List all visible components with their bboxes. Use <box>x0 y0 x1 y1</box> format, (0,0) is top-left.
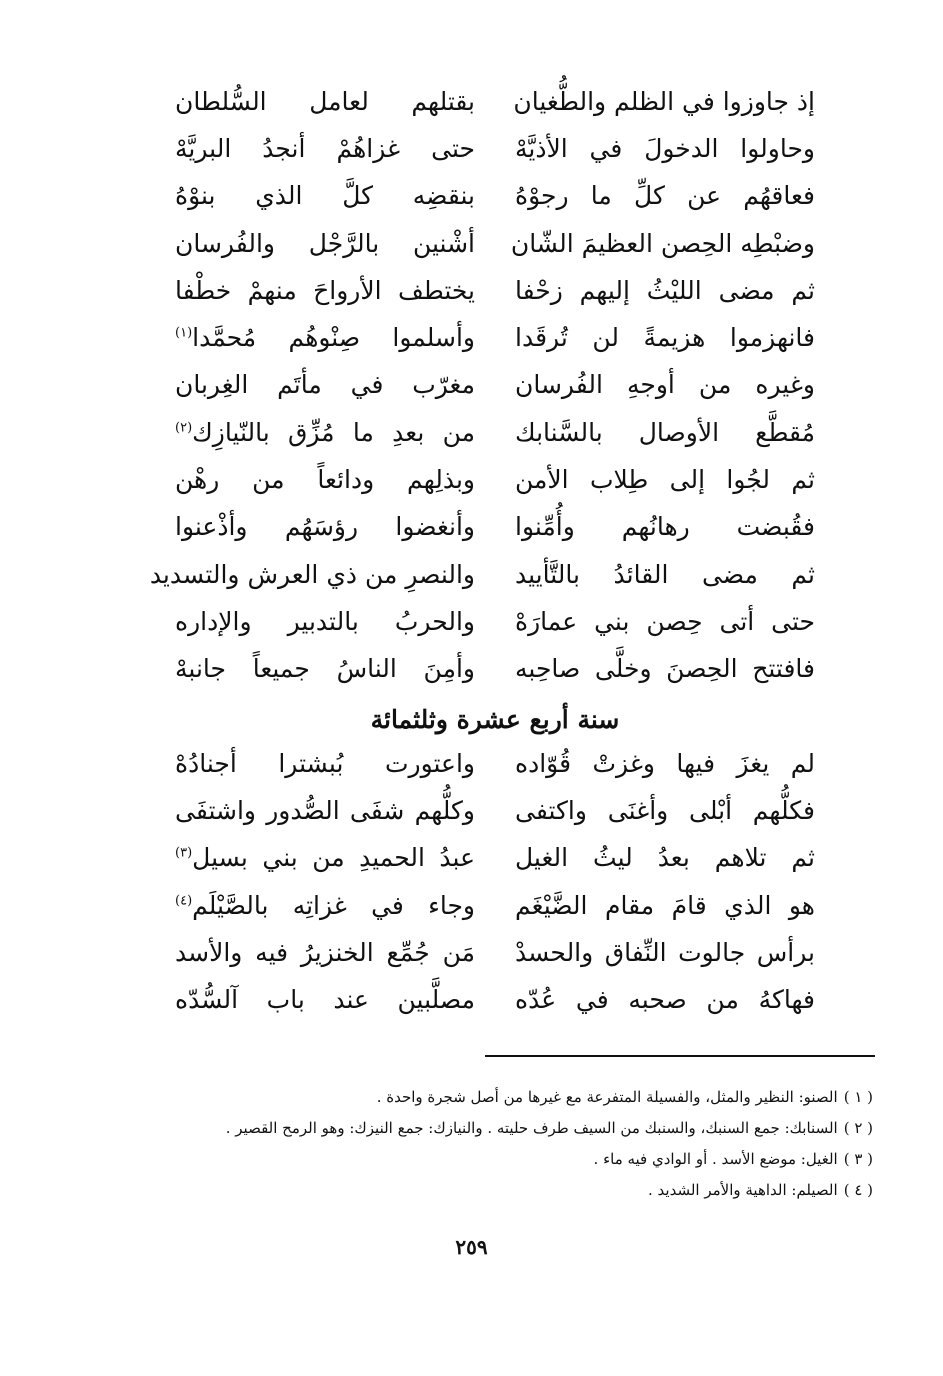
second-hemistich <box>175 890 475 922</box>
second-hemistich <box>175 984 475 1016</box>
verse-line <box>175 929 815 976</box>
first-hemistich: حتى أتى حِصن بني عمارَهْ <box>515 606 815 636</box>
first-hemistich: فقُبضت رهانُهم وأُمِّنوا <box>515 512 815 542</box>
first-hemistich: فعاقهُم عن كلِّ ما رجوْهُ <box>515 181 815 211</box>
page-number: ٢٥٩ <box>455 1235 488 1259</box>
second-hemistich <box>175 86 475 118</box>
verse-line <box>175 504 815 551</box>
verse-line <box>175 362 815 409</box>
first-hemistich: وغيره من أوجهِ الفُرسان <box>515 370 815 400</box>
footnote-text: الغيل: موضع الأسد . أو الوادي فيه ماء . <box>593 1150 838 1168</box>
hemistich-text: وجاء في غزاتِه بالصَّيْلَم <box>192 890 475 920</box>
footnote <box>113 1175 873 1206</box>
hemistich-text: وبذلِهم ودائعاً من رهْن <box>175 465 475 495</box>
footnote-text: الصيلم: الداهية والأمر الشديد . <box>647 1181 838 1199</box>
hemistich-text: مغرّب في مأتَم الغِربان <box>175 370 475 400</box>
verse-line <box>175 456 815 503</box>
first-hemistich: ثم تلاهم بعدُ ليثُ الغيل <box>515 843 815 873</box>
footnotes <box>113 1082 873 1206</box>
hemistich-text: واعتورت بُبشترا أجنادُهْ <box>175 748 475 778</box>
second-hemistich <box>175 275 475 307</box>
verse-line <box>175 882 815 929</box>
first-hemistich: ثم مضى الليْثُ إليهم زحْفا <box>515 275 815 305</box>
footnote-number: ( ٤ ) <box>843 1181 873 1199</box>
first-hemistich: برأس جالوت النِّفاق والحسدْ <box>515 937 815 967</box>
first-hemistich: ثم مضى القائدُ بالتَّأييد <box>515 559 815 589</box>
hemistich-text: بنقضِه كلَّ الذي بنوْهُ <box>175 181 475 211</box>
verse-line <box>175 220 815 267</box>
hemistich-text: والحربُ بالتدبير والإداره <box>175 606 475 636</box>
hemistich-text: والنصرِ من ذي العرش والتسديد <box>149 559 475 589</box>
hemistich-text: من بعدِ ما مُزِّق بالنّيازِك <box>192 417 475 447</box>
first-hemistich: فافتتح الحِصنَ وخلَّى صاحِبه <box>515 654 815 684</box>
footnote-marker: (٣) <box>175 845 193 861</box>
second-hemistich <box>175 748 475 780</box>
second-hemistich <box>149 559 475 591</box>
verse-line <box>175 267 815 314</box>
hemistich-text: عبدُ الحميدِ من بني بسيل <box>192 843 475 873</box>
verse-line <box>175 314 815 361</box>
hemistich-text: مَن جُمِّع الخنزيرُ فيه والأسد <box>175 937 475 967</box>
footnote-marker: (٤) <box>175 893 193 909</box>
footnote-text: السنابك: جمع السنبك، والسنبك من السيف طرف حليته . والنيازك: جمع النيزك: وهو الرمح القصير . <box>225 1119 838 1137</box>
poem-stanza-1 <box>149 78 815 693</box>
hemistich-text: وأمِنَ الناسُ جميعاً جانبهْ <box>175 654 475 684</box>
footnote-divider <box>485 1055 875 1057</box>
verse-line <box>175 740 815 787</box>
verse-line <box>175 173 815 220</box>
second-hemistich <box>175 937 475 969</box>
verse-line <box>175 78 815 125</box>
verse-line <box>175 787 815 834</box>
hemistich-text: وأسلموا صِنْوهُم مُحمَّدا <box>192 323 475 353</box>
hemistich-text: حتى غزاهُمْ أنجدُ البريَّهْ <box>175 133 475 163</box>
footnote <box>113 1144 873 1175</box>
verse-line <box>175 976 815 1023</box>
second-hemistich <box>175 369 475 401</box>
second-hemistich <box>175 653 475 685</box>
hemistich-text: وكلُّهم شفَى الصُّدور واشتفَى <box>175 795 475 825</box>
first-hemistich: فانهزموا هزيمةً لن تُرقَدا <box>515 323 815 353</box>
second-hemistich <box>175 842 475 874</box>
second-hemistich <box>175 228 475 260</box>
second-hemistich <box>175 511 475 543</box>
hemistich-text: أشْنين بالرَّجْل والفُرسان <box>175 228 475 258</box>
second-hemistich <box>175 322 475 354</box>
poem-stanza-2 <box>175 740 815 1024</box>
first-hemistich: مُقطَّع الأوصال بالسَّنابك <box>515 417 815 447</box>
first-hemistich: لم يغزَ فيها وغزتْ قُوّاده <box>515 748 815 778</box>
first-hemistich: فكلُّهم أبْلى وأغنَى واكتفى <box>515 795 815 825</box>
verse-line <box>175 125 815 172</box>
footnote <box>113 1113 873 1144</box>
footnote-marker: (١) <box>175 325 193 341</box>
verse-line <box>149 551 815 598</box>
second-hemistich <box>175 795 475 827</box>
footnote <box>113 1082 873 1113</box>
hemistich-text: مصلَّبين عند باب آلسُّدّه <box>175 985 475 1015</box>
second-hemistich <box>175 180 475 212</box>
verse-line <box>175 646 815 693</box>
footnote-number: ( ١ ) <box>843 1088 873 1106</box>
first-hemistich: وضبْطِه الحِصن العظيمَ الشّان <box>510 228 815 258</box>
footnote-text: الصنو: النظير والمثل، والفسيلة المتفرعة مع غيرها من أصل شجرة واحدة . <box>376 1088 838 1106</box>
footnote-number: ( ٣ ) <box>843 1150 873 1168</box>
first-hemistich: فهاكهُ من صحبه في عُدّه <box>515 985 815 1015</box>
section-title: سنة أربع عشرة وثلثمائة <box>370 705 620 734</box>
hemistich-text: وأنغضوا رؤسَهُم وأذْعنوا <box>175 512 475 542</box>
first-hemistich: إذ جاوزوا في الظلم والطُّغيان <box>513 86 815 116</box>
footnote-marker: (٢) <box>175 420 193 436</box>
hemistich-text: يختطف الأرواحَ منهمْ خطْفا <box>175 275 475 305</box>
verse-line <box>175 409 815 456</box>
verse-line <box>175 835 815 882</box>
first-hemistich: وحاولوا الدخولَ في الأذيَّهْ <box>515 133 815 163</box>
footnote-number: ( ٢ ) <box>843 1119 873 1137</box>
second-hemistich <box>175 133 475 165</box>
first-hemistich: هو الذي قامَ مقام الضَّيْغَم <box>515 890 815 920</box>
second-hemistich <box>175 464 475 496</box>
first-hemistich: ثم لجُوا إلى طِلاب الأمن <box>515 465 815 495</box>
hemistich-text: بقتلهم لعامل السُّلطان <box>175 86 475 116</box>
second-hemistich <box>175 606 475 638</box>
second-hemistich <box>175 417 475 449</box>
verse-line <box>175 598 815 645</box>
